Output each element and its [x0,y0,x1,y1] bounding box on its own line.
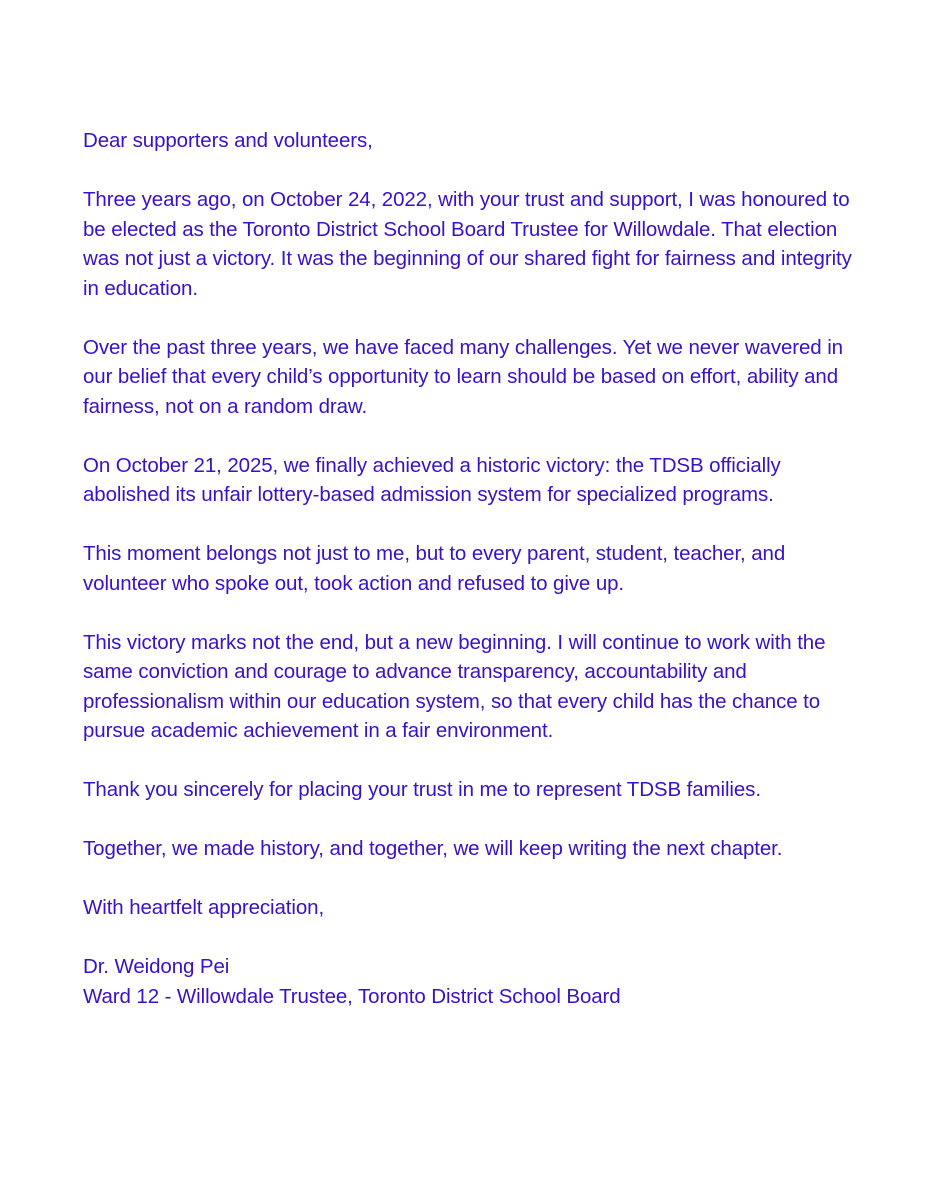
paragraph-new-beginning: This victory marks not the end, but a new beginning. I will continue to work with the same conviction and courage to advance transparency, accountability and professionalism within our education system, so that every child has the chance to pursue academic achievement in a fair environment. [83,630,826,742]
paragraph-election: Three years ago, on October 24, 2022, with your trust and support, I was honoured to be elected as the Toronto District School Board Trustee for Willowdale. That election was not just a victory. It was the beginning of our shared fight for fairness and integrity in education. [83,188,852,300]
paragraph-moment: This moment belongs not just to me, but to every parent, student, teacher, and volunteer who spoke out, took action and refused to give up. [83,542,786,595]
letter-body [83,126,863,1011]
paragraph-victory: On October 21, 2025, we finally achieved a historic victory: the TDSB officially abolished its unfair lottery-based admission system for specialized programs. [83,453,781,506]
signature-title: Ward 12 - Willowdale Trustee, Toronto District School Board [83,984,621,1008]
signature-block [83,952,863,1011]
paragraph-together: Together, we made history, and together, we will keep writing the next chapter. [83,837,783,860]
signature-name: Dr. Weidong Pei [83,955,230,978]
greeting: Dear supporters and volunteers, [83,129,373,152]
paragraph-thank-you: Thank you sincerely for placing your trust in me to represent TDSB families. [83,778,761,801]
closing: With heartfelt appreciation, [83,896,325,919]
paragraph-challenges: Over the past three years, we have faced many challenges. Yet we never wavered in our belief that every child’s opportunity to learn should be based on effort, ability and fairness, not on a random draw. [83,335,843,418]
